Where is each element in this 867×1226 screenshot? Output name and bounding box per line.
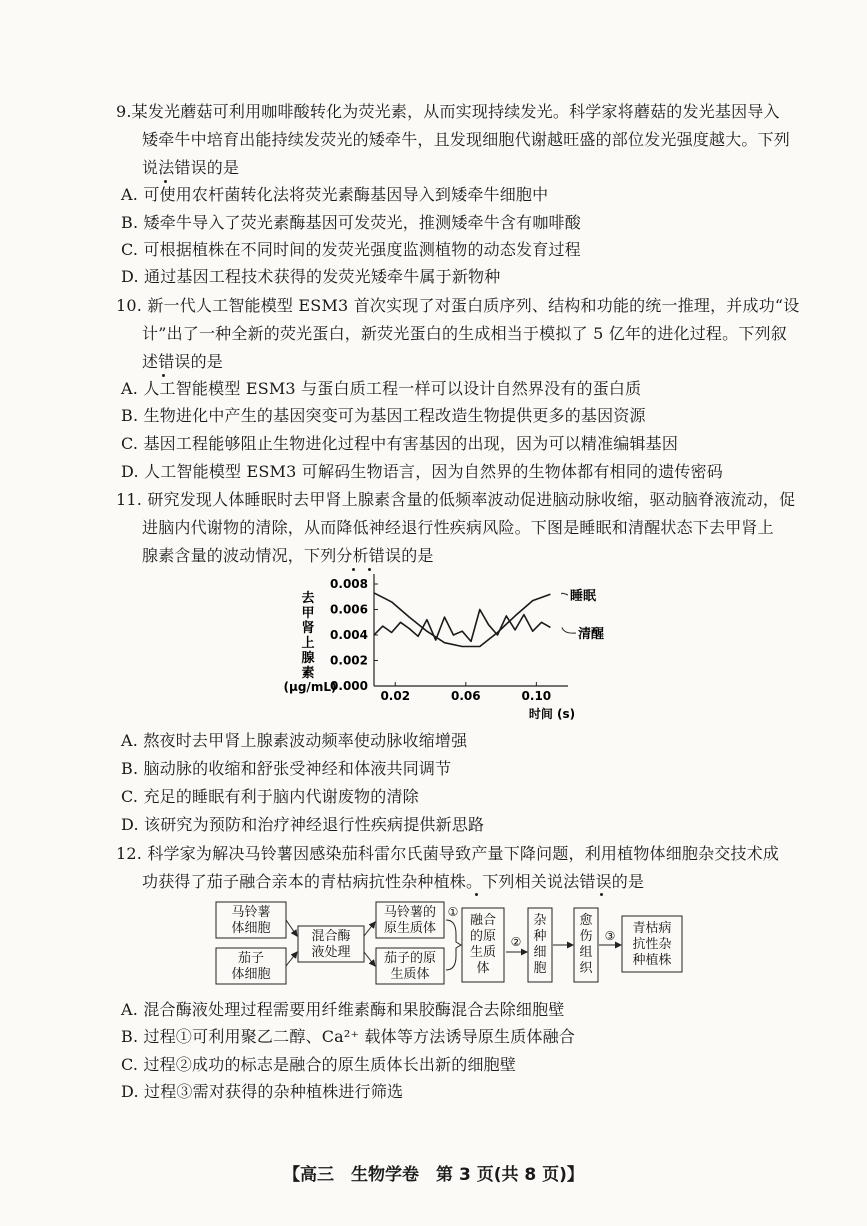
y-axis-unit: (μg/mL) (283, 680, 337, 694)
hybrid-cell-box (528, 908, 552, 982)
q11-option-c: C. 充足的睡眠有利于脑内代谢废物的清除 (121, 787, 419, 806)
x-axis-label: 时间 (s) (528, 707, 576, 721)
wake-series-line (374, 610, 550, 642)
q12-line2: 功获得了茄子融合亲本的青枯病抗性杂种植株。下列相关说法错误的是 (142, 872, 645, 891)
q9-line2: 矮牵牛中培育出能持续发荧光的矮牵牛，且发现细胞代谢越旺盛的部位发光强度越大。下列 (142, 130, 791, 149)
callus-box (574, 908, 598, 982)
q12-option-c: C. 过程②成功的标志是融合的原生质体长出新的细胞壁 (121, 1055, 517, 1074)
q10-line3: 述错误的是 (142, 352, 224, 371)
y-tick-label: 0.008 (330, 577, 368, 591)
resistant-text-1: 青枯病 (632, 921, 672, 936)
potato-proto-text-2: 原生质体 (383, 921, 437, 936)
emphasis-dot (162, 374, 165, 377)
resistant-hybrid-box (622, 916, 682, 972)
enzyme-treatment-box (298, 926, 364, 962)
resistant-text-2: 抗性杂 (632, 937, 672, 952)
legend-wake-leader (562, 627, 576, 633)
hybrid-text-4: 胞 (533, 961, 547, 976)
q10-line2: 计”出了一种全新的荧光蛋白，新荧光蛋白的生成相当于模拟了 5 亿年的进化过程。下列叙 (142, 324, 787, 343)
x-tick-label: 0.06 (451, 689, 481, 703)
hybrid-text-1: 杂 (533, 913, 547, 928)
potato-cell-text-1: 马铃薯 (231, 905, 271, 920)
q12-option-a: A. 混合酶液处理过程需要用纤维素酶和果胶酶混合去除细胞壁 (121, 1000, 565, 1019)
eggplant-protoplast-box (376, 948, 444, 984)
q10-option-c: C. 基因工程能够阻止生物进化过程中有害基因的出现，因为可以精准编辑基因 (121, 434, 679, 453)
q11-option-b: B. 脑动脉的收缩和舒张受神经和体液共同调节 (121, 759, 452, 778)
x-tick-label: 0.02 (380, 689, 411, 703)
fused-text-3: 生质 (469, 945, 497, 960)
q11-option-d: D. 该研究为预防和治疗神经退行性疾病提供新思路 (121, 815, 485, 834)
legend-sleep-leader (562, 593, 568, 595)
eggplant-proto-text-2: 生质体 (390, 967, 430, 982)
q9-line1: 9.某发光蘑菇可利用咖啡酸转化为荧光素，从而实现持续发光。科学家将蘑菇的发光基因导入 (116, 102, 780, 121)
x-tick-label: 0.10 (521, 689, 552, 703)
q10-option-d: D. 人工智能模型 ESM3 可解码生物语言，因为自然界的生物体都有相同的遗传密码 (121, 462, 724, 481)
y-axis-label-char: 上 (301, 636, 315, 651)
fused-text-4: 体 (476, 961, 490, 976)
y-tick-label: 0.002 (330, 653, 368, 668)
y-tick-label: 0.004 (330, 628, 368, 642)
q10-option-a: A. 人工智能模型 ESM3 与蛋白质工程一样可以设计自然界没有的蛋白质 (121, 379, 642, 398)
q11-line1: 11. 研究发现人体睡眠时去甲肾上腺素含量的低频率波动促进脑动脉收缩，驱动脑脊液流动，促 (116, 490, 796, 509)
arrow (286, 952, 297, 966)
q11-line3: 腺素含量的波动情况，下列分析错误的是 (142, 546, 434, 565)
q9-line3: 说法错误的是 (142, 158, 240, 177)
arrow (364, 922, 375, 936)
arrow (364, 952, 375, 966)
sleep-series-line (374, 593, 550, 647)
emphasis-dot (164, 180, 167, 183)
merge-brace (446, 920, 461, 970)
q12-line1: 12. 科学家为解决马铃薯因感染茄科雷尔氏菌导致产量下降问题，利用植物体细胞杂交技术成 (116, 844, 780, 863)
arrow (286, 920, 297, 936)
legend-wake-label: 清醒 (578, 627, 605, 642)
y-tick-label: 0.000 (330, 679, 368, 693)
eggplant-proto-text-1: 茄子的原 (383, 951, 437, 966)
potato-proto-text-1: 马铃薯的 (383, 905, 437, 920)
callus-text-3: 组 (579, 945, 593, 960)
q9-option-d: D. 通过基因工程技术获得的发荧光矮牵牛属于新物种 (121, 267, 501, 286)
somatic-hybridization-diagram (210, 896, 690, 996)
resistant-text-3: 种植株 (632, 953, 672, 968)
callus-text-4: 织 (579, 961, 593, 976)
eggplant-cell-text-2: 体细胞 (231, 967, 271, 982)
callus-text-2: 伤 (579, 929, 593, 944)
q12-option-d: D. 过程③需对获得的杂种植株进行筛选 (121, 1082, 404, 1101)
enzyme-text-1: 混合酶 (311, 929, 351, 944)
q10-line1: 10. 新一代人工智能模型 ESM3 首次实现了对蛋白质序列、结构和功能的统一推理，并成功“设 (116, 296, 800, 315)
q10-option-b: B. 生物进化中产生的基因突变可为基因工程改造生物提供更多的基因资源 (121, 406, 646, 425)
step1-label: ① (447, 905, 459, 919)
y-axis-label-char: 肾 (301, 621, 315, 636)
q9-option-c: C. 可根据植株在不同时间的发荧光强度监测植物的动态发育过程 (121, 240, 581, 259)
fused-protoplast-box (462, 908, 504, 982)
q9-option-b: B. 矮牵牛导入了荧光素酶基因可发荧光，推测矮牵牛含有咖啡酸 (121, 213, 581, 232)
y-axis-label-char: 素 (301, 666, 315, 681)
q11-option-a: A. 熬夜时去甲肾上腺素波动频率使动脉收缩增强 (121, 731, 468, 750)
step2-label: ② (510, 935, 522, 949)
potato-protoplast-box (376, 902, 444, 938)
q11-line2: 进脑内代谢物的清除，从而降低神经退行性疾病风险。下图是睡眠和清醒状态下去甲肾上 (142, 518, 774, 537)
legend-sleep-label: 睡眠 (570, 589, 597, 604)
callus-text-1: 愈 (579, 913, 593, 928)
hybrid-text-2: 种 (533, 929, 547, 944)
step3-label: ③ (604, 929, 616, 943)
y-axis-label-char: 甲 (301, 606, 315, 621)
norepinephrine-chart (270, 570, 640, 728)
q12-option-b: B. 过程①可利用聚乙二醇、Ca²⁺ 载体等方法诱导原生质体融合 (121, 1027, 576, 1046)
q9-option-a: A. 可使用农杆菌转化法将荧光素酶基因导入到矮牵牛细胞中 (121, 185, 549, 204)
fused-text-2: 的原 (469, 929, 497, 944)
y-tick-label: 0.006 (330, 602, 368, 617)
y-axis-label-char: 去 (301, 591, 315, 606)
hybrid-text-3: 细 (533, 945, 547, 960)
page-footer: 【高三 生物学卷 第 3 页(共 8 页)】 (283, 1165, 584, 1185)
eggplant-cell-text-1: 茄子 (237, 951, 265, 966)
fused-text-1: 融合 (469, 913, 497, 928)
potato-cell-text-2: 体细胞 (231, 921, 271, 936)
y-axis-label-char: 腺 (301, 651, 315, 666)
potato-cell-box (216, 902, 286, 938)
eggplant-cell-box (216, 948, 286, 984)
enzyme-text-2: 液处理 (311, 945, 351, 960)
